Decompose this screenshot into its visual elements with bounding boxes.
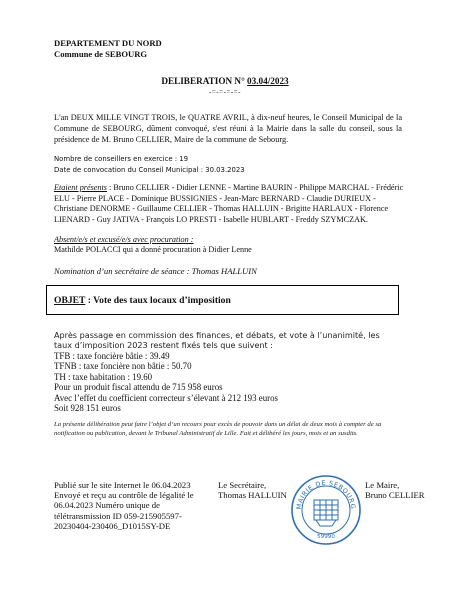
tax-rates-list — [54, 351, 278, 413]
mayor-signature — [365, 480, 425, 500]
title-separator: -=-=-=-=- — [209, 88, 241, 96]
secretary-nomination: Nomination d’un secrétaire de séance : Thomas HALLUIN — [54, 266, 257, 276]
deliberation-label: DELIBERATION N° — [161, 76, 245, 86]
absent-block — [54, 235, 404, 256]
absent-text: Mathilde POLACCI qui a donné procuration à Didier Lenne — [54, 245, 252, 255]
present-names: : Bruno CELLIER - Didier LENNE - Martine BAURIN - Philippe MARCHAL - Frédéric ELU - Pierre PLACE - Dominique BUSSIGNIES - Jean-Marc BERNARD - Claudie DURIEUX - Christiane DENORME - Guillaume CELLIER - Thomas HALLUIN - Brigitte HARLAUX - Florence LIENARD - Guy JATIVA - François LO PRESTI - Isabelle HUBLART - Freddy SZYMCZAK. — [54, 183, 404, 224]
objet-line — [54, 295, 231, 306]
deliberation-title — [0, 76, 450, 86]
department-name: DEPARTEMENT DU NORD — [54, 38, 162, 48]
objet-text: : Vote des taux locaux d’imposition — [85, 295, 231, 306]
body-paragraph: Après passage en commission des finances, et débats, et vote à l’unanimité, les taux d’imposition 2023 restent fixés tels que suivent : — [54, 330, 380, 351]
publication-info: Publié sur le site Internet le 06.04.2023 Envoyé et reçu au contrôle de légalité le 06.04.2023 Numéro unique de télétransmission ID 059-215905597-20230404-230406_D1015SY-DE — [54, 480, 194, 531]
tax-line: TH : taxe habitation : 19.60 — [54, 371, 153, 382]
deliberation-number: 03.04/2023 — [247, 76, 289, 86]
secretary-signature — [218, 480, 287, 500]
tax-line: TFNB : taxe foncière non bâtie : 50.70 — [54, 361, 192, 372]
tax-line: Avec l’effet du coefficient correcteur s’élevant à 212 193 euros — [54, 392, 278, 403]
mayor-name: Bruno CELLIER — [365, 490, 425, 501]
svg-text:MAIRIE DE SEBOURG: MAIRIE DE SEBOURG — [294, 478, 358, 510]
absent-label: Absent/e/s et excusé/e/s avec procuration : — [54, 235, 194, 244]
secretary-title: Le Secrétaire, — [218, 480, 267, 490]
tax-line: Soit 928 151 euros — [54, 403, 121, 414]
mairie-seal-icon — [290, 474, 362, 546]
secretary-name: Thomas HALLUIN — [218, 490, 287, 501]
mayor-title: Le Maire, — [365, 480, 400, 490]
header-block — [54, 38, 162, 60]
tax-line: TFB : taxe foncière bâtie : 39.49 — [54, 351, 170, 361]
commune-name: Commune de SEBOURG — [54, 49, 148, 59]
convocation-date: Date de convocation du Conseil Municipal : 30.03.2023 — [54, 166, 245, 174]
legal-notice: La présente délibération peut faire l’objet d’un recours pour excès de pouvoir dans un délai de deux mois à compter de sa notification ou publication, devant le Tribunal Administratif de Lille. Fait et délibéré les jours, mois et an susdits. — [54, 421, 382, 437]
present-label: Etaient présents — [54, 183, 107, 192]
svg-text:59990: 59990 — [317, 534, 335, 540]
objet-label: OBJET — [54, 295, 86, 306]
intro-paragraph: L'an DEUX MILLE VINGT TROIS, le QUATRE AVRIL, à dix-neuf heures, le Conseil Municipal de la Commune de SEBOURG, dûment convoqué, s'est réuni à la Mairie dans la salle du conseil, sous la présidence de M. Bruno CELLIER, Maire de la commune de Sebourg. — [54, 113, 402, 144]
tax-line: Pour un produit fiscal attendu de 715 958 euros — [54, 382, 223, 393]
council-count: Nombre de conseillers en exercice : 19 — [54, 155, 189, 163]
present-list — [54, 183, 404, 225]
